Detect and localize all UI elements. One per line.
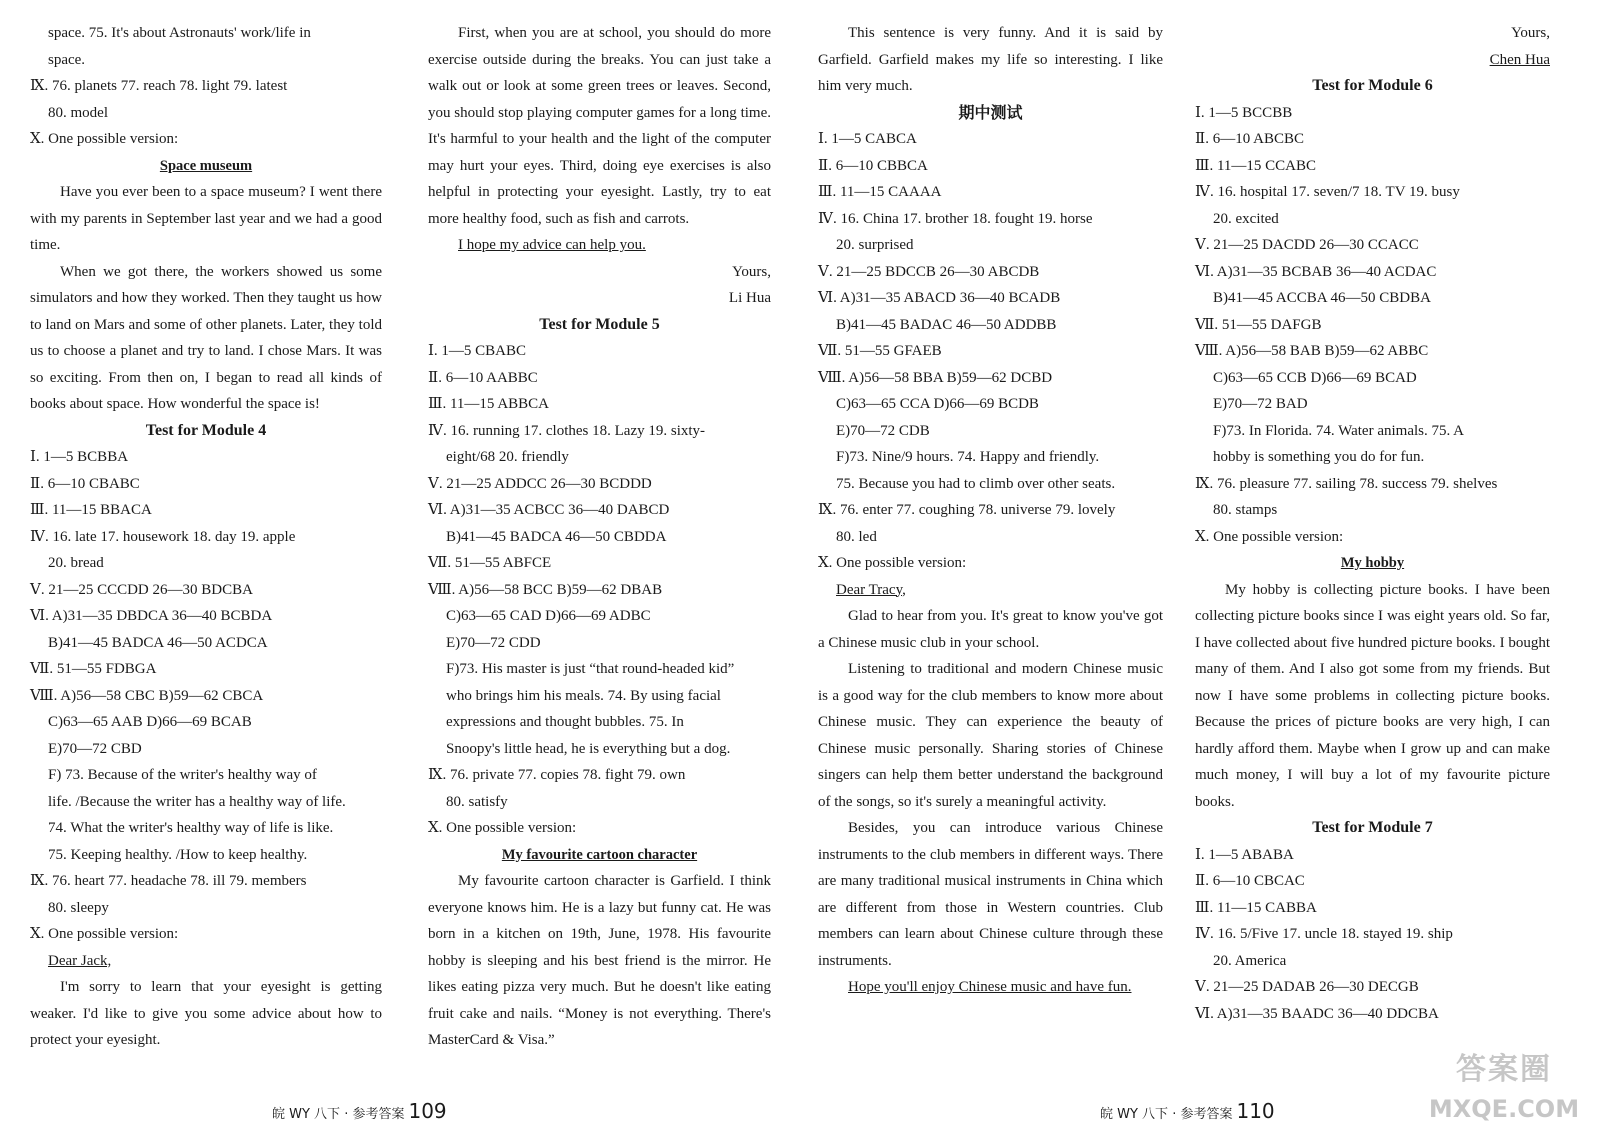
answer-line: Ⅲ. 11—15 CCABC [1195, 157, 1317, 174]
answer-line: Ⅸ. 76. private 77. copies 78. fight 79. own [428, 767, 686, 783]
answer-line: Glad to hear from you. It's great to know you've got a Chinese music club in your school. [818, 608, 1163, 651]
answer-line: E)70—72 CDB [836, 422, 930, 439]
answer-line: Ⅸ. 76. heart 77. headache 78. ill 79. members [30, 873, 307, 889]
answer-line: B)41—45 BADCA 46—50 CBDDA [446, 528, 667, 545]
answer-line: This sentence is very funny. And it is said by Garfield. Garfield makes my life so interesting. I like him very much. [818, 25, 1163, 94]
answer-line: Ⅰ. 1—5 ABABA [1195, 846, 1294, 863]
watermark-top-text: 答案圈 [1456, 1052, 1552, 1087]
answer-line: B)41—45 ACCBA 46—50 CBDBA [1213, 290, 1431, 306]
answer-line: Ⅶ. 51—55 ABFCE [428, 555, 552, 571]
answer-line: Space museum [159, 157, 253, 174]
answer-line: Ⅵ. A)31—35 BAADC 36—40 DDCBA [1195, 1005, 1439, 1022]
answer-line: Yours, [1511, 25, 1550, 41]
answer-line: life. /Because the writer has a healthy way of life. [48, 793, 346, 810]
answer-line: My favourite cartoon character is Garfield. I think everyone knows him. He is a lazy but funny cat. He was born in a kitchen on 19th, June, 1978. His favourite hobby is sleeping and his best friend is the mirror. He likes eating pizza very much. But he doesn't like eating fruit cake and nails. “Money is not everything. There's MasterCard & Visa.” [428, 873, 771, 1048]
answer-line: 80. led [836, 528, 877, 545]
answer-line: Ⅰ. 1—5 BCBBA [30, 449, 129, 465]
answer-line: Ⅲ. 11—15 CABBA [1195, 899, 1317, 916]
column-2 [428, 20, 771, 1054]
answer-line: Ⅳ. 16. late 17. housework 18. day 19. apple [30, 528, 296, 545]
answer-line: 80. satisfy [446, 793, 508, 810]
answer-line: B)41—45 BADCA 46—50 ACDCA [48, 634, 268, 651]
answer-line: Ⅷ. A)56—58 BAB B)59—62 ABBC [1195, 343, 1429, 359]
answer-line: Ⅳ. 16. China 17. brother 18. fought 19. horse [818, 210, 1093, 227]
answer-line: Dear Tracy, [836, 581, 906, 598]
answer-line: Ⅴ. 21—25 ADDCC 26—30 BCDDD [428, 475, 652, 492]
answer-line: 80. stamps [1213, 502, 1278, 518]
answer-line: 20. bread [48, 555, 104, 571]
answer-line: 74. What the writer's healthy way of life is like. [48, 820, 334, 836]
answer-line: Ⅵ. A)31—35 ABACD 36—40 BCADB [818, 290, 1061, 306]
answer-line: Ⅷ. A)56—58 BBA B)59—62 DCBD [818, 369, 1053, 386]
answer-line: Ⅸ. 76. pleasure 77. sailing 78. success 79. shelves [1195, 475, 1498, 492]
answer-line: space. [48, 51, 86, 68]
answer-line: 80. sleepy [48, 899, 109, 916]
answer-line: expressions and thought bubbles. 75. In [446, 714, 684, 730]
answer-line: Li Hua [728, 290, 771, 306]
answer-line: Ⅱ. 6—10 ABCBC [1195, 131, 1304, 147]
column-1 [30, 20, 382, 1054]
page-number-left: 109 [408, 1099, 447, 1123]
answer-line: C)63—65 CCA D)66—69 BCDB [836, 396, 1039, 412]
answer-line: C)63—65 CAD D)66—69 ADBC [446, 608, 651, 624]
answer-line: Ⅰ. 1—5 CABCA [818, 131, 917, 147]
answer-line: Hope you'll enjoy Chinese music and have fun. [848, 979, 1132, 995]
answer-line: Ⅹ. One possible version: [1195, 528, 1344, 545]
footer-left-label: 皖 WY 八下 · 参考答案 [272, 1107, 405, 1122]
answer-line: Ⅰ. 1—5 BCCBB [1195, 104, 1293, 121]
answer-line: 20. America [1213, 952, 1287, 969]
answer-line: eight/68 20. friendly [446, 449, 569, 465]
answer-line: 20. surprised [836, 237, 914, 253]
answer-line: Ⅲ. 11—15 ABBCA [428, 396, 550, 412]
answer-line: B)41—45 BADAC 46—50 ADDBB [836, 316, 1057, 333]
answer-line: Ⅶ. 51—55 DAFGB [1195, 316, 1322, 333]
watermark-site-text: MXQE.COM [1428, 1095, 1580, 1123]
footer-right-label: 皖 WY 八下 · 参考答案 [1100, 1107, 1233, 1122]
answer-line: Ⅷ. A)56—58 CBC B)59—62 CBCA [30, 687, 264, 704]
answer-line: F) 73. Because of the writer's healthy way of [48, 767, 317, 783]
answer-line: Ⅴ. 21—25 DACDD 26—30 CCACC [1195, 237, 1419, 253]
column-3 [818, 20, 1163, 1001]
answer-line: My favourite cartoon character [501, 846, 698, 863]
watermark-logo [1418, 1048, 1590, 1134]
answer-line: who brings him his meals. 74. By using facial [446, 687, 721, 704]
answer-line: F)73. Nine/9 hours. 74. Happy and friendly. [836, 449, 1100, 465]
answer-line: Yours, [732, 263, 771, 280]
answer-line: Ⅵ. A)31—35 ACBCC 36—40 DABCD [428, 502, 670, 518]
answer-line: I hope my advice can help you. [458, 237, 646, 253]
answer-line: Listening to traditional and modern Chinese music is a good way for the club members to know more about Chinese music. They can experience the beauty of Chinese music personally. Sharing stories of Chinese singers can help them better understand the background of the songs, so it's surely a meaningful activity. [818, 661, 1163, 810]
answer-line: Ⅵ. A)31—35 DBDCA 36—40 BCBDA [30, 608, 273, 624]
answer-line: 75. Because you had to climb over other seats. [836, 475, 1116, 492]
answer-line: Ⅴ. 21—25 DADAB 26—30 DECGB [1195, 979, 1419, 995]
answer-line: Ⅳ. 16. running 17. clothes 18. Lazy 19. sixty- [428, 422, 706, 439]
answer-line: Ⅸ. 76. planets 77. reach 78. light 79. latest [30, 78, 288, 94]
answer-line: Ⅶ. 51—55 FDBGA [30, 661, 157, 677]
answer-line: First, when you are at school, you should do more exercise outside during the breaks. You can just take a walk out or look at some green trees or leaves. Second, you should stop playing computer games for a long time. It's harmful to your health and the light of the computer may hurt your eyes. Third, doing eye exercises is also helpful in protecting your eyesight. Lastly, try to eat more healthy food, such as fish and carrots. [428, 25, 771, 227]
answer-line: Ⅰ. 1—5 CBABC [428, 343, 527, 359]
answer-line: Ⅹ. One possible version: [30, 131, 179, 147]
answer-line: E)70—72 CBD [48, 740, 142, 757]
answer-line: 期中测试 [958, 102, 1023, 122]
answer-line: F)73. His master is just “that round-headed kid” [446, 661, 735, 677]
answer-line: I'm sorry to learn that your eyesight is getting weaker. I'd like to give you some advice about how to protect your eyesight. [30, 979, 382, 1048]
answer-line: E)70—72 BAD [1213, 396, 1308, 412]
answer-line: C)63—65 AAB D)66—69 BCAB [48, 714, 252, 730]
answer-line: Test for Module 5 [539, 315, 660, 333]
answer-line: Chen Hua [1489, 51, 1550, 68]
answer-line: 80. model [48, 104, 108, 121]
answer-line: Ⅱ. 6—10 CBABC [30, 475, 140, 492]
answer-line: Ⅴ. 21—25 CCCDD 26—30 BDCBA [30, 581, 253, 598]
answer-line: When we got there, the workers showed us some simulators and how they worked. Then they taught us how to land on Mars and some of other planets. Later, they told us to choose a planet and try to land. I chose Mars. It was so exciting. From then on, I began to read all kinds of books about space. How wonderful the space is! [30, 263, 382, 412]
answer-line: Ⅹ. One possible version: [30, 926, 179, 942]
answer-line: My hobby is collecting picture books. I have been collecting picture books since I was eight years old. So far, I have collected about five hundred picture books. I bought many of them. And I also got some from my friends. But now I have some problems in collecting picture books. Because the prices of picture books are very high, I can hardly afford them. Maybe when I grow up and can make much money, I will buy a lot of my favourite picture books. [1195, 581, 1550, 810]
answer-line: Ⅱ. 6—10 CBBCA [818, 157, 928, 174]
answer-line: Test for Module 4 [145, 421, 267, 439]
answer-line: Test for Module 6 [1312, 77, 1433, 94]
footer-left [272, 1100, 447, 1126]
answer-line: Ⅱ. 6—10 AABBC [428, 369, 538, 386]
answer-line: 20. excited [1213, 210, 1279, 227]
answer-line: Ⅶ. 51—55 GFAEB [818, 343, 942, 359]
answer-line: Ⅲ. 11—15 BBACA [30, 502, 152, 518]
answer-line: space. 75. It's about Astronauts' work/life in [48, 25, 311, 41]
answer-line: hobby is something you do for fun. [1213, 449, 1425, 465]
answer-line: 75. Keeping healthy. /How to keep healthy. [48, 846, 308, 863]
answer-line: Ⅷ. A)56—58 BCC B)59—62 DBAB [428, 581, 663, 598]
answer-line: Dear Jack, [48, 952, 112, 969]
answer-line: Ⅸ. 76. enter 77. coughing 78. universe 79. lovely [818, 502, 1116, 518]
answer-line: Ⅳ. 16. hospital 17. seven/7 18. TV 19. busy [1195, 184, 1460, 200]
answer-line: Ⅱ. 6—10 CBCAC [1195, 873, 1305, 889]
answer-line: E)70—72 CDD [446, 634, 541, 651]
answer-line: Besides, you can introduce various Chinese instruments to the club members in different ways. There are many traditional musical instruments in China which are different from those in Western countries. Club members can learn about Chinese culture through these instruments. [818, 820, 1163, 969]
answer-line: Ⅴ. 21—25 BDCCB 26—30 ABCDB [818, 263, 1040, 280]
page-number-right: 110 [1236, 1099, 1275, 1123]
answer-line: Ⅲ. 11—15 CAAAA [818, 184, 942, 200]
answer-line: Ⅵ. A)31—35 BCBAB 36—40 ACDAC [1195, 263, 1437, 280]
footer-right [1100, 1100, 1275, 1126]
answer-line: Ⅹ. One possible version: [818, 555, 967, 571]
answer-line: Ⅳ. 16. 5/Five 17. uncle 18. stayed 19. ship [1195, 926, 1453, 942]
answer-line: F)73. In Florida. 74. Water animals. 75. A [1213, 422, 1464, 439]
answer-line: My hobby [1340, 555, 1405, 571]
answer-line: Test for Module 7 [1312, 819, 1433, 836]
answer-line: Have you ever been to a space museum? I went there with my parents in September last year and we had a good time. [30, 184, 382, 253]
answer-line: Ⅹ. One possible version: [428, 820, 577, 836]
answer-line: Snoopy's little head, he is everything but a dog. [446, 740, 731, 757]
answer-line: C)63—65 CCB D)66—69 BCAD [1213, 369, 1417, 386]
column-4 [1195, 20, 1550, 1027]
